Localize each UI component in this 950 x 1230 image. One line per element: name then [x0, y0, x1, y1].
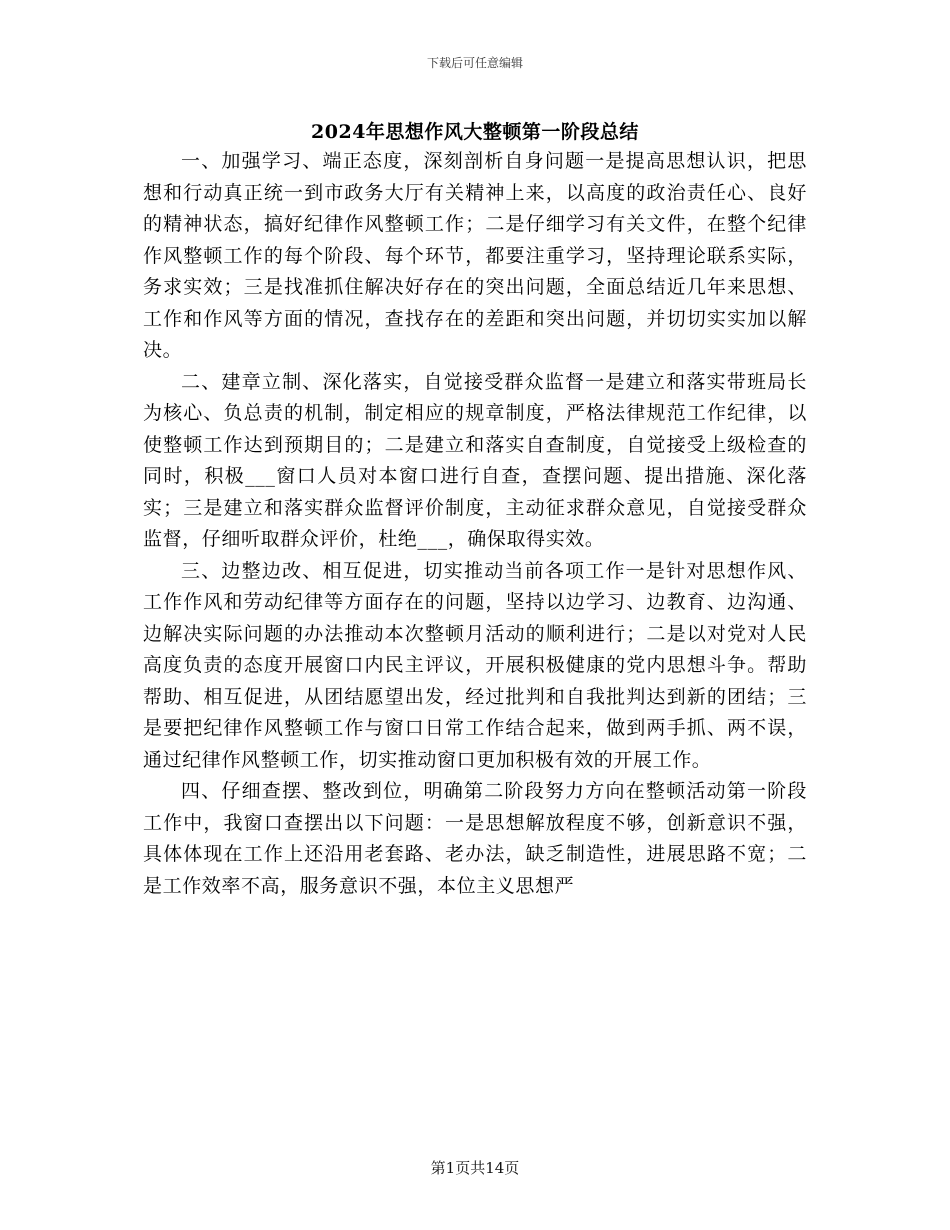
paragraph-3: 三、边整边改、相互促进，切实推动当前各项工作一是针对思想作风、工作作风和劳动纪律等方面存在的问题，坚持以边学习、边教育、边沟通、边解决实际问题的办法推动本次整顿月活动的顺利进行；二是以对党对人民高度负责的态度开展窗口内民主评议，开展积极健康的党内思想斗争。帮助帮助、相互促进，从团结愿望出发，经过批判和自我批判达到新的团结；三是要把纪律作风整顿工作与窗口日常工作结合起来，做到两手抓、两不误，通过纪律作风整顿工作，切实推动窗口更加积极有效的开展工作。 [143, 559, 807, 771]
paragraph-2: 二、建章立制、深化落实，自觉接受群众监督一是建立和落实带班局长为核心、负总责的机制，制定相应的规章制度，严格法律规范工作纪律，以使整顿工作达到预期目的；二是建立和落实自查制度，自觉接受上级检查的同时，积极___窗口人员对本窗口进行自查，查摆问题、提出措施、深化落实；三是建立和落实群众监督评价制度，主动征求群众意见，自觉接受群众监督，仔细听取群众评价，杜绝___，确保取得实效。 [143, 370, 807, 550]
paragraph-1: 一、加强学习、端正态度，深刻剖析自身问题一是提高思想认识，把思想和行动真正统一到市政务大厅有关精神上来，以高度的政治责任心、良好的精神状态，搞好纪律作风整顿工作；二是仔细学习有关文件，在整个纪律作风整顿工作的每个阶段、每个环节，都要注重学习，坚持理论联系实际，务求实效；三是找准抓住解决好存在的突出问题，全面总结近几年来思想、工作和作风等方面的情况，查找存在的差距和突出问题，并切切实实加以解决。 [143, 150, 807, 361]
document-body [143, 146, 807, 902]
header-note: 下载后可任意编辑 [426, 56, 523, 70]
document-title: 2024年思想作风大整顿第一阶段总结 [311, 121, 639, 143]
page-footer: 第1页共14页 [430, 1159, 520, 1177]
paragraph-4: 四、仔细查摆、整改到位，明确第二阶段努力方向在整顿活动第一阶段工作中，我窗口查摆出以下问题：一是思想解放程度不够，创新意识不强，具体体现在工作上还沿用老套路、老办法，缺乏制造性，进展思路不宽；二是工作效率不高，服务意识不强，本位主义思想严 [143, 780, 807, 897]
